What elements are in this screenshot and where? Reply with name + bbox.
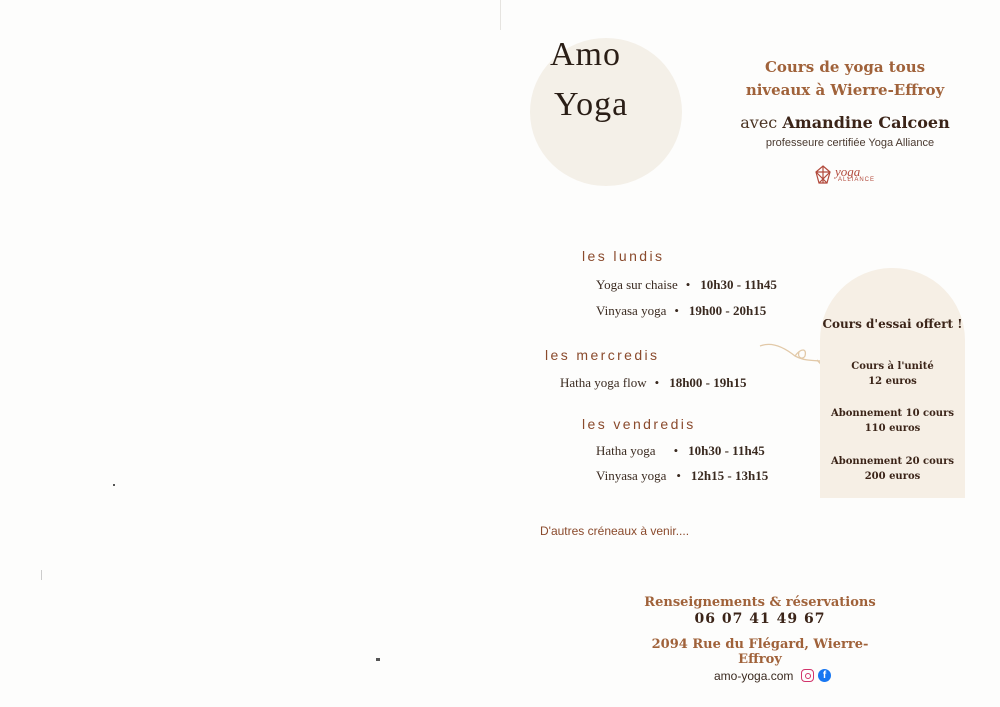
logo-line-1: Amo (550, 36, 621, 73)
class-name: Hatha yoga flow (560, 375, 647, 390)
scan-speck (376, 658, 380, 661)
facebook-icon[interactable]: f (818, 669, 831, 682)
ten-pack-title: Abonnement 10 cours (831, 408, 954, 419)
single-class-price: 12 euros (868, 376, 917, 387)
contact-address: 2094 Rue du Flégard, Wierre-Effroy (651, 637, 869, 667)
bullet: • (674, 303, 679, 318)
bullet: • (685, 277, 691, 292)
class-time: 12h15 - 13h15 (690, 468, 769, 483)
class-name: Vinyasa yoga (596, 468, 667, 483)
trial-offer: Cours d'essai offert ! (822, 317, 963, 331)
contact-title: Renseignements & réservations (644, 595, 876, 610)
logo-line-2: Yoga (554, 86, 629, 123)
more-slots-note: D'autres créneaux à venir.... (540, 524, 690, 538)
page-fold (500, 0, 501, 30)
teacher-line (720, 113, 970, 132)
class-row (560, 375, 747, 391)
alliance-sub: ALLIANCE (838, 177, 876, 183)
class-name: Hatha yoga (596, 443, 656, 458)
scan-speck (41, 570, 42, 580)
class-name: Yoga sur chaise (596, 277, 678, 292)
twenty-pack-price: 200 euros (864, 471, 921, 482)
class-time: 19h00 - 20h15 (688, 303, 767, 318)
yoga-alliance-icon (812, 164, 834, 186)
class-time: 18h00 - 19h15 (669, 375, 747, 390)
single-class-title: Cours à l'unité (851, 361, 934, 372)
ten-pack-price: 110 euros (864, 423, 921, 434)
class-row (596, 303, 766, 319)
teacher-name: Amandine Calcoen (782, 113, 950, 132)
instagram-icon[interactable] (801, 669, 814, 682)
alliance-word: yoga (835, 164, 861, 179)
class-row (596, 277, 777, 293)
bullet: • (673, 443, 679, 458)
website-link[interactable]: amo-yoga.com (714, 669, 794, 683)
class-name: Vinyasa yoga (596, 303, 667, 318)
twenty-pack-title: Abonnement 20 cours (831, 456, 954, 467)
yoga-alliance-logo (812, 163, 882, 187)
bullet: • (654, 375, 660, 390)
class-row (596, 468, 768, 484)
contact-phone[interactable]: 06 07 41 49 67 (694, 611, 826, 627)
class-row (596, 443, 765, 459)
class-time: 10h30 - 11h45 (688, 443, 765, 458)
certification-text: professeure certifiée Yoga Alliance (765, 137, 935, 149)
day-monday: les lundis (582, 248, 665, 264)
teacher-prefix: avec (740, 113, 783, 132)
day-friday: les vendredis (582, 416, 696, 432)
bullet: • (676, 468, 681, 483)
scan-speck (113, 484, 115, 486)
title-line-1: Cours de yoga tous (764, 58, 926, 76)
day-wednesday: les mercredis (545, 347, 660, 363)
title-line-2: niveaux à Wierre-Effroy (745, 81, 945, 99)
class-time: 10h30 - 11h45 (700, 277, 777, 292)
